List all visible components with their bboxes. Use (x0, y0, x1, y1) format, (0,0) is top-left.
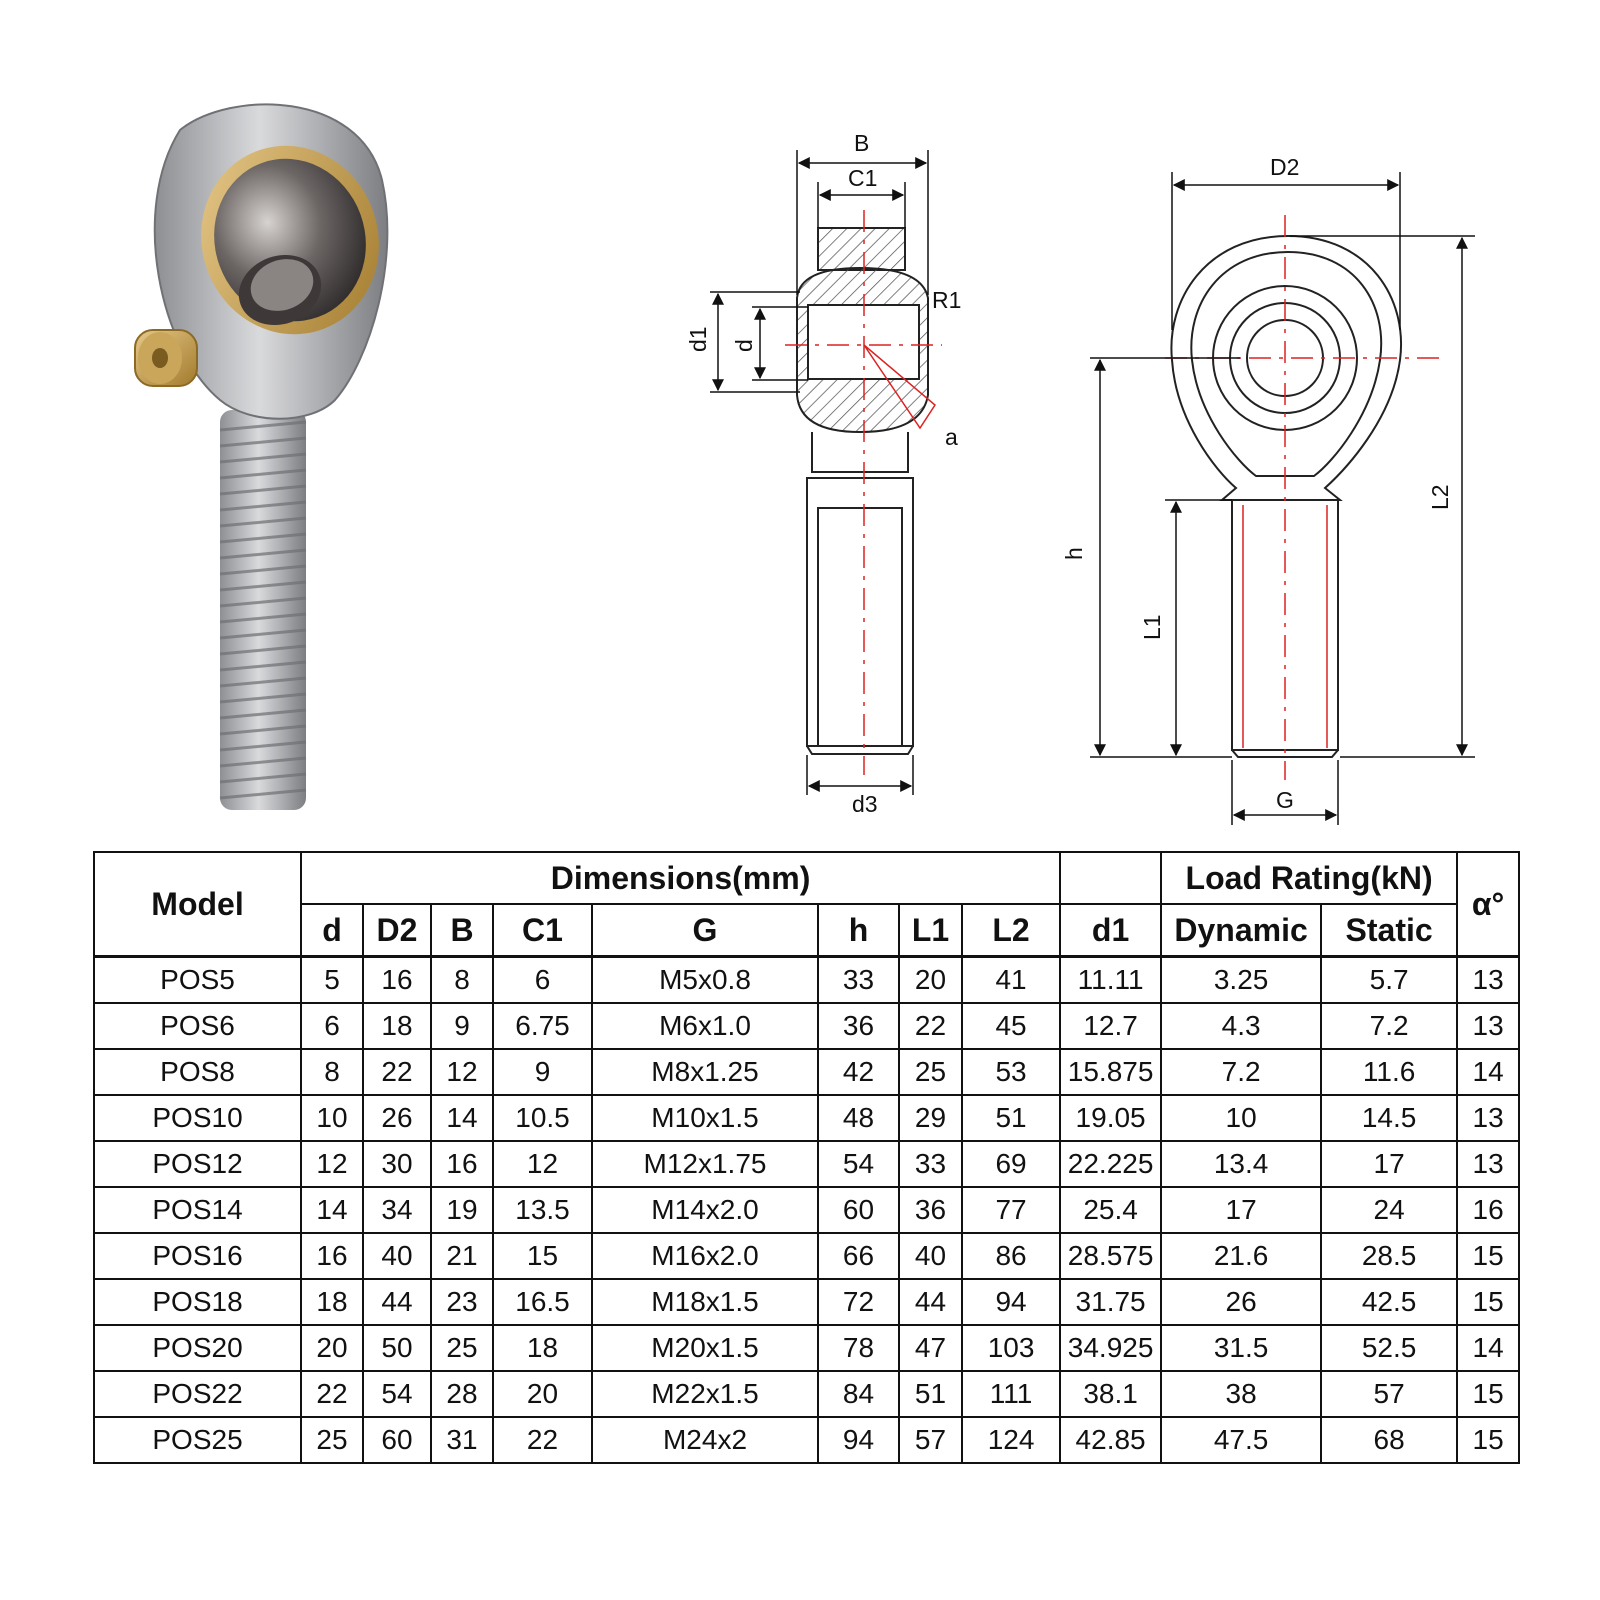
cell-model: POS18 (94, 1279, 301, 1325)
cell-dynamic: 17 (1161, 1187, 1321, 1233)
cell-alpha: 16 (1457, 1187, 1519, 1233)
cell-G: M18x1.5 (592, 1279, 818, 1325)
cell-alpha: 13 (1457, 957, 1519, 1004)
label-B: B (854, 130, 870, 156)
table-row (94, 1417, 1519, 1463)
cell-C1: 10.5 (493, 1095, 592, 1141)
cell-dynamic: 31.5 (1161, 1325, 1321, 1371)
cell-B: 16 (431, 1141, 493, 1187)
table-row (94, 957, 1519, 1004)
table-row (94, 1325, 1519, 1371)
cell-dynamic: 10 (1161, 1095, 1321, 1141)
col-d1: d1 (1060, 904, 1161, 957)
cell-D2: 30 (363, 1141, 431, 1187)
cell-h: 94 (818, 1417, 899, 1463)
cell-B: 31 (431, 1417, 493, 1463)
cell-C1: 16.5 (493, 1279, 592, 1325)
label-D2: D2 (1270, 154, 1300, 180)
cell-h: 60 (818, 1187, 899, 1233)
cell-L1: 57 (899, 1417, 962, 1463)
table-row (94, 1049, 1519, 1095)
cell-d1: 28.575 (1060, 1233, 1161, 1279)
cell-C1: 6.75 (493, 1003, 592, 1049)
cell-alpha: 15 (1457, 1233, 1519, 1279)
table-row (94, 1233, 1519, 1279)
cell-h: 48 (818, 1095, 899, 1141)
cell-alpha: 15 (1457, 1417, 1519, 1463)
cell-L2: 103 (962, 1325, 1060, 1371)
cell-static: 17 (1321, 1141, 1457, 1187)
cell-G: M24x2 (592, 1417, 818, 1463)
cell-model: POS25 (94, 1417, 301, 1463)
cell-B: 23 (431, 1279, 493, 1325)
table-row (94, 1371, 1519, 1417)
cell-static: 24 (1321, 1187, 1457, 1233)
cell-h: 72 (818, 1279, 899, 1325)
table-row (94, 1187, 1519, 1233)
cell-d1: 15.875 (1060, 1049, 1161, 1095)
cell-dynamic: 38 (1161, 1371, 1321, 1417)
label-h: h (1061, 547, 1087, 560)
cell-L2: 51 (962, 1095, 1060, 1141)
col-d: d (301, 904, 363, 957)
cell-G: M6x1.0 (592, 1003, 818, 1049)
label-R1: R1 (932, 287, 962, 313)
header-load-rating: Load Rating(kN) (1161, 852, 1457, 904)
col-dynamic: Dynamic (1161, 904, 1321, 957)
front-view (1171, 236, 1401, 757)
cell-D2: 60 (363, 1417, 431, 1463)
cell-dynamic: 3.25 (1161, 957, 1321, 1004)
cell-C1: 12 (493, 1141, 592, 1187)
cell-L2: 45 (962, 1003, 1060, 1049)
cell-C1: 15 (493, 1233, 592, 1279)
cell-L1: 40 (899, 1233, 962, 1279)
cell-C1: 13.5 (493, 1187, 592, 1233)
cell-C1: 18 (493, 1325, 592, 1371)
cell-L1: 33 (899, 1141, 962, 1187)
label-d1: d1 (685, 326, 711, 352)
cell-alpha: 13 (1457, 1095, 1519, 1141)
cell-d: 18 (301, 1279, 363, 1325)
cell-L2: 124 (962, 1417, 1060, 1463)
cell-d1: 11.11 (1060, 957, 1161, 1004)
cell-G: M10x1.5 (592, 1095, 818, 1141)
cell-alpha: 13 (1457, 1141, 1519, 1187)
col-D2: D2 (363, 904, 431, 957)
cell-G: M5x0.8 (592, 957, 818, 1004)
col-G: G (592, 904, 818, 957)
cell-B: 12 (431, 1049, 493, 1095)
cell-d: 10 (301, 1095, 363, 1141)
cell-D2: 16 (363, 957, 431, 1004)
cell-B: 25 (431, 1325, 493, 1371)
spec-table-body (94, 957, 1519, 1464)
label-a: a (945, 424, 958, 450)
col-C1: C1 (493, 904, 592, 957)
table-row (94, 1095, 1519, 1141)
cell-B: 9 (431, 1003, 493, 1049)
cell-d1: 22.225 (1060, 1141, 1161, 1187)
cell-C1: 20 (493, 1371, 592, 1417)
cell-L1: 36 (899, 1187, 962, 1233)
header-model: Model (94, 852, 301, 957)
cell-B: 21 (431, 1233, 493, 1279)
cell-h: 84 (818, 1371, 899, 1417)
cell-L1: 29 (899, 1095, 962, 1141)
cell-B: 8 (431, 957, 493, 1004)
cell-D2: 44 (363, 1279, 431, 1325)
cell-dynamic: 47.5 (1161, 1417, 1321, 1463)
table-row (94, 1003, 1519, 1049)
cell-D2: 26 (363, 1095, 431, 1141)
cell-static: 11.6 (1321, 1049, 1457, 1095)
cell-D2: 40 (363, 1233, 431, 1279)
cell-B: 14 (431, 1095, 493, 1141)
spec-table (93, 851, 1520, 1464)
cell-L2: 53 (962, 1049, 1060, 1095)
label-G: G (1276, 787, 1294, 813)
cell-dynamic: 21.6 (1161, 1233, 1321, 1279)
col-static: Static (1321, 904, 1457, 957)
label-d3: d3 (852, 791, 878, 817)
cell-d: 8 (301, 1049, 363, 1095)
cell-L1: 22 (899, 1003, 962, 1049)
cell-dynamic: 13.4 (1161, 1141, 1321, 1187)
col-L1: L1 (899, 904, 962, 957)
cell-D2: 54 (363, 1371, 431, 1417)
cell-h: 42 (818, 1049, 899, 1095)
cell-model: POS16 (94, 1233, 301, 1279)
header-d1-top (1060, 852, 1161, 904)
label-C1: C1 (848, 165, 878, 191)
cell-C1: 6 (493, 957, 592, 1004)
cell-d: 16 (301, 1233, 363, 1279)
cell-L2: 94 (962, 1279, 1060, 1325)
cell-d: 6 (301, 1003, 363, 1049)
cell-L2: 41 (962, 957, 1060, 1004)
cell-alpha: 15 (1457, 1371, 1519, 1417)
cell-D2: 50 (363, 1325, 431, 1371)
header-alpha: α° (1457, 852, 1519, 957)
cell-G: M12x1.75 (592, 1141, 818, 1187)
cell-B: 28 (431, 1371, 493, 1417)
cell-dynamic: 26 (1161, 1279, 1321, 1325)
cell-model: POS6 (94, 1003, 301, 1049)
cell-dynamic: 7.2 (1161, 1049, 1321, 1095)
cell-model: POS20 (94, 1325, 301, 1371)
cell-model: POS8 (94, 1049, 301, 1095)
label-L2: L2 (1427, 484, 1453, 510)
cell-static: 28.5 (1321, 1233, 1457, 1279)
cell-L1: 47 (899, 1325, 962, 1371)
cell-d1: 31.75 (1060, 1279, 1161, 1325)
col-B: B (431, 904, 493, 957)
cell-L1: 20 (899, 957, 962, 1004)
cell-h: 33 (818, 957, 899, 1004)
cell-model: POS10 (94, 1095, 301, 1141)
cell-h: 54 (818, 1141, 899, 1187)
cell-d: 5 (301, 957, 363, 1004)
cell-static: 14.5 (1321, 1095, 1457, 1141)
cell-h: 78 (818, 1325, 899, 1371)
cell-model: POS14 (94, 1187, 301, 1233)
cell-static: 52.5 (1321, 1325, 1457, 1371)
cell-model: POS22 (94, 1371, 301, 1417)
cell-d1: 42.85 (1060, 1417, 1161, 1463)
cell-C1: 22 (493, 1417, 592, 1463)
cell-static: 57 (1321, 1371, 1457, 1417)
cell-B: 19 (431, 1187, 493, 1233)
cell-D2: 22 (363, 1049, 431, 1095)
cell-C1: 9 (493, 1049, 592, 1095)
cell-alpha: 15 (1457, 1279, 1519, 1325)
cell-model: POS12 (94, 1141, 301, 1187)
cell-d: 22 (301, 1371, 363, 1417)
cell-G: M20x1.5 (592, 1325, 818, 1371)
cell-d: 25 (301, 1417, 363, 1463)
cell-d1: 38.1 (1060, 1371, 1161, 1417)
label-d: d (731, 339, 757, 352)
cell-L2: 77 (962, 1187, 1060, 1233)
cell-D2: 18 (363, 1003, 431, 1049)
col-L2: L2 (962, 904, 1060, 957)
cell-alpha: 13 (1457, 1003, 1519, 1049)
col-h: h (818, 904, 899, 957)
cell-h: 36 (818, 1003, 899, 1049)
cell-d1: 34.925 (1060, 1325, 1161, 1371)
cell-alpha: 14 (1457, 1325, 1519, 1371)
table-row (94, 1141, 1519, 1187)
cell-static: 68 (1321, 1417, 1457, 1463)
side-view (797, 228, 928, 754)
cell-G: M14x2.0 (592, 1187, 818, 1233)
cell-L2: 86 (962, 1233, 1060, 1279)
cell-G: M16x2.0 (592, 1233, 818, 1279)
cell-L1: 44 (899, 1279, 962, 1325)
cell-L2: 69 (962, 1141, 1060, 1187)
cell-L1: 51 (899, 1371, 962, 1417)
header-dimensions: Dimensions(mm) (301, 852, 1060, 904)
cell-d1: 12.7 (1060, 1003, 1161, 1049)
cell-model: POS5 (94, 957, 301, 1004)
table-row (94, 1279, 1519, 1325)
cell-h: 66 (818, 1233, 899, 1279)
cell-D2: 34 (363, 1187, 431, 1233)
cell-L2: 111 (962, 1371, 1060, 1417)
cell-d1: 25.4 (1060, 1187, 1161, 1233)
cell-d: 20 (301, 1325, 363, 1371)
cell-static: 5.7 (1321, 957, 1457, 1004)
cell-dynamic: 4.3 (1161, 1003, 1321, 1049)
cell-L1: 25 (899, 1049, 962, 1095)
cell-static: 42.5 (1321, 1279, 1457, 1325)
cell-alpha: 14 (1457, 1049, 1519, 1095)
cell-G: M22x1.5 (592, 1371, 818, 1417)
cell-G: M8x1.25 (592, 1049, 818, 1095)
cell-d1: 19.05 (1060, 1095, 1161, 1141)
cell-d: 14 (301, 1187, 363, 1233)
label-L1: L1 (1139, 614, 1165, 640)
cell-d: 12 (301, 1141, 363, 1187)
cell-static: 7.2 (1321, 1003, 1457, 1049)
